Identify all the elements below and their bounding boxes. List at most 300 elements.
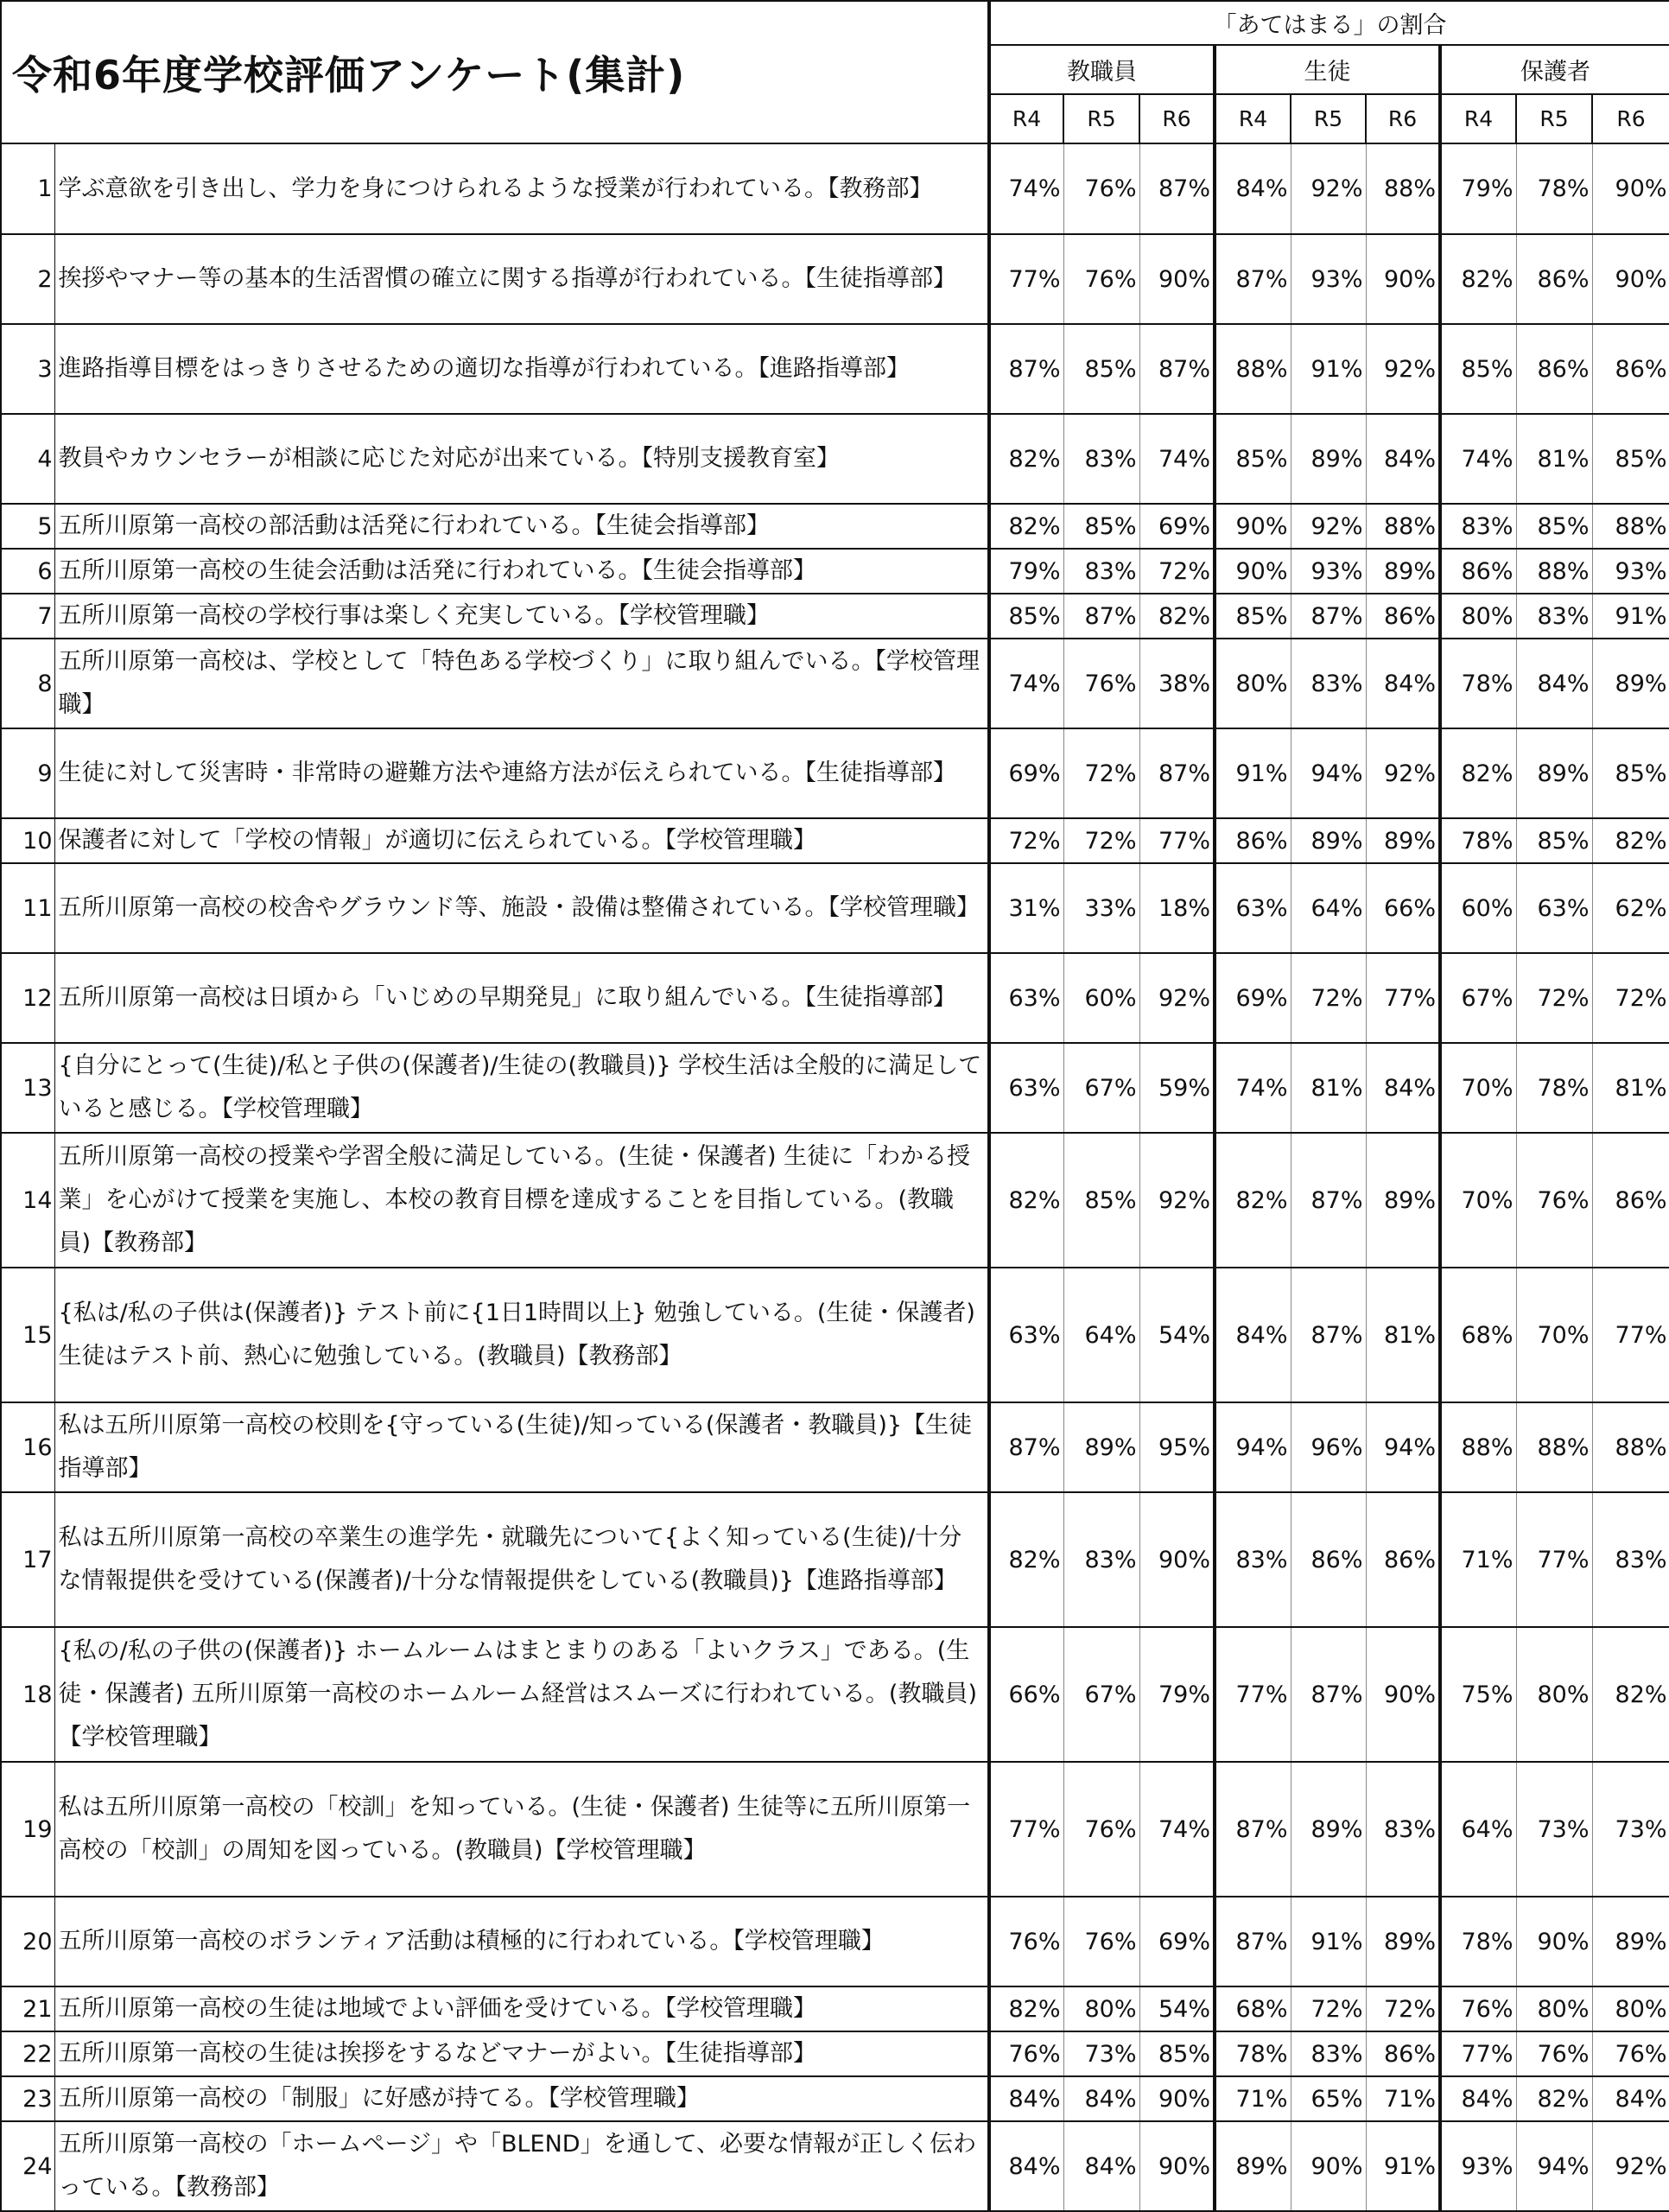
percent-cell: 77% [1215,1627,1291,1762]
percent-cell: 63% [989,1268,1063,1402]
year-header: R4 [1215,94,1291,143]
percent-cell: 91% [1291,324,1366,414]
percent-cell: 86% [1516,324,1592,414]
percent-cell: 89% [1366,1897,1440,1986]
percent-cell: 72% [1366,1986,1440,2031]
percent-cell: 84% [1063,2076,1139,2121]
question-text: 五所川原第一高校は、学校として「特色ある学校づくり」に取り組んでいる。【学校管理職】 [54,639,989,728]
question-number: 2 [1,234,54,324]
question-text: 五所川原第一高校は日頃から「いじめの早期発見」に取り組んでいる。【生徒指導部】 [54,953,989,1043]
percent-cell: 87% [1139,324,1215,414]
question-number: 6 [1,549,54,594]
percent-cell: 82% [989,504,1063,549]
question-text: 五所川原第一高校の授業や学習全般に満足している。(生徒・保護者) 生徒に「わかる授業」を心がけて授業を実施し、本校の教育目標を達成することを目指している。(教職員)【教務部】 [54,1133,989,1268]
percent-cell: 87% [1291,1268,1366,1402]
table-row [1,639,1669,728]
percent-cell: 77% [1139,818,1215,863]
percent-cell: 84% [1215,143,1291,234]
percent-cell: 87% [1215,234,1291,324]
survey-body [1,143,1669,2211]
percent-cell: 60% [1440,863,1516,953]
percent-cell: 91% [1366,2121,1440,2211]
percent-cell: 73% [1516,1762,1592,1897]
percent-cell: 72% [1291,953,1366,1043]
percent-cell: 67% [1063,1627,1139,1762]
percent-cell: 72% [989,818,1063,863]
table-row [1,953,1669,1043]
percent-cell: 87% [1291,594,1366,639]
percent-cell: 85% [1063,324,1139,414]
table-row [1,143,1669,234]
percent-cell: 84% [989,2121,1063,2211]
percent-cell: 89% [1516,728,1592,818]
question-number: 1 [1,143,54,234]
percent-cell: 89% [1063,1402,1139,1492]
percent-cell: 80% [1215,639,1291,728]
percent-cell: 88% [1366,504,1440,549]
percent-cell: 83% [1366,1762,1440,1897]
percent-cell: 63% [989,1043,1063,1133]
percent-cell: 63% [1215,863,1291,953]
percent-cell: 69% [1139,1897,1215,1986]
percent-cell: 90% [1139,2121,1215,2211]
question-number: 23 [1,2076,54,2121]
percent-cell: 83% [1063,414,1139,504]
percent-cell: 76% [1516,2031,1592,2076]
question-text: 五所川原第一高校の「ホームページ」や「BLEND」を通して、必要な情報が正しく伝わっている。【教務部】 [54,2121,989,2211]
percent-cell: 96% [1291,1402,1366,1492]
percent-cell: 92% [1291,504,1366,549]
percent-cell: 76% [1516,1133,1592,1268]
percent-cell: 84% [1366,1043,1440,1133]
percent-cell: 70% [1440,1133,1516,1268]
percent-cell: 72% [1139,549,1215,594]
percent-cell: 88% [1440,1402,1516,1492]
percent-cell: 86% [1366,1492,1440,1627]
percent-cell: 90% [1139,234,1215,324]
percent-cell: 62% [1592,863,1669,953]
percent-cell: 84% [1592,2076,1669,2121]
percent-cell: 94% [1215,1402,1291,1492]
percent-cell: 90% [1215,504,1291,549]
percent-cell: 69% [1215,953,1291,1043]
percent-cell: 69% [989,728,1063,818]
percent-cell: 38% [1139,639,1215,728]
percent-cell: 84% [989,2076,1063,2121]
percent-cell: 73% [1063,2031,1139,2076]
percent-cell: 74% [989,143,1063,234]
percent-cell: 66% [1366,863,1440,953]
percent-cell: 85% [1215,414,1291,504]
percent-cell: 87% [1063,594,1139,639]
percent-cell: 92% [1592,2121,1669,2211]
percent-cell: 84% [1063,2121,1139,2211]
percent-cell: 85% [1592,728,1669,818]
question-number: 20 [1,1897,54,1986]
question-number: 15 [1,1268,54,1402]
year-header: R4 [989,94,1063,143]
percent-cell: 82% [1516,2076,1592,2121]
percent-cell: 89% [1215,2121,1291,2211]
percent-cell: 78% [1440,818,1516,863]
percent-cell: 86% [1366,2031,1440,2076]
table-row [1,728,1669,818]
percent-cell: 90% [1139,1492,1215,1627]
percent-cell: 94% [1516,2121,1592,2211]
table-row [1,1492,1669,1627]
question-number: 22 [1,2031,54,2076]
table-row [1,818,1669,863]
table-row [1,1897,1669,1986]
percent-cell: 82% [1440,728,1516,818]
percent-cell: 85% [1516,504,1592,549]
percent-cell: 84% [1366,414,1440,504]
percent-cell: 87% [1215,1762,1291,1897]
question-text: 五所川原第一高校のボランティア活動は積極的に行われている。【学校管理職】 [54,1897,989,1986]
question-number: 18 [1,1627,54,1762]
percent-cell: 77% [989,1762,1063,1897]
percent-cell: 77% [989,234,1063,324]
question-number: 8 [1,639,54,728]
percent-cell: 88% [1592,504,1669,549]
percent-cell: 92% [1291,143,1366,234]
year-header: R6 [1592,94,1669,143]
percent-cell: 85% [1063,1133,1139,1268]
percent-cell: 91% [1592,594,1669,639]
percent-cell: 66% [989,1627,1063,1762]
percent-cell: 87% [989,1402,1063,1492]
percent-cell: 85% [1440,324,1516,414]
percent-cell: 87% [1291,1133,1366,1268]
percent-cell: 74% [1440,414,1516,504]
percent-cell: 31% [989,863,1063,953]
percent-cell: 88% [1366,143,1440,234]
question-number: 14 [1,1133,54,1268]
percent-cell: 76% [1063,143,1139,234]
question-number: 10 [1,818,54,863]
question-number: 24 [1,2121,54,2211]
percent-cell: 81% [1291,1043,1366,1133]
question-number: 5 [1,504,54,549]
percent-cell: 78% [1516,143,1592,234]
percent-cell: 86% [1291,1492,1366,1627]
percent-cell: 84% [1516,639,1592,728]
table-row [1,1627,1669,1762]
year-header: R6 [1366,94,1440,143]
percent-cell: 91% [1215,728,1291,818]
percent-cell: 76% [989,2031,1063,2076]
percent-cell: 84% [1366,639,1440,728]
percent-cell: 76% [1063,1762,1139,1897]
percent-cell: 87% [989,324,1063,414]
table-row [1,234,1669,324]
percent-cell: 89% [1366,549,1440,594]
percent-cell: 76% [1440,1986,1516,2031]
table-row [1,549,1669,594]
percent-cell: 85% [1215,594,1291,639]
question-text: {私は/私の子供は(保護者)} テスト前に{1日1時間以上} 勉強している。(生徒・保護者) 生徒はテスト前、熱心に勉強している。(教職員)【教務部】 [54,1268,989,1402]
percent-cell: 90% [1291,2121,1366,2211]
question-text: 保護者に対して「学校の情報」が適切に伝えられている。【学校管理職】 [54,818,989,863]
percent-cell: 89% [1291,818,1366,863]
question-text: 五所川原第一高校の部活動は活発に行われている。【生徒会指導部】 [54,504,989,549]
percent-cell: 60% [1063,953,1139,1043]
question-text: 私は五所川原第一高校の卒業生の進学先・就職先について{よく知っている(生徒)/十分な情報提供を受けている(保護者)/十分な情報提供をしている(教職員)}【進路指導部】 [54,1492,989,1627]
table-row [1,324,1669,414]
percent-cell: 71% [1366,2076,1440,2121]
percent-cell: 85% [989,594,1063,639]
percent-cell: 86% [1592,324,1669,414]
percent-cell: 81% [1516,414,1592,504]
percent-cell: 72% [1063,728,1139,818]
percent-cell: 82% [1592,1627,1669,1762]
percent-cell: 81% [1592,1043,1669,1133]
question-text: 進路指導目標をはっきりさせるための適切な指導が行われている。【進路指導部】 [54,324,989,414]
year-header: R5 [1063,94,1139,143]
question-text: 学ぶ意欲を引き出し、学力を身につけられるような授業が行われている。【教務部】 [54,143,989,234]
percent-cell: 87% [1139,728,1215,818]
percent-cell: 65% [1291,2076,1366,2121]
percent-cell: 77% [1516,1492,1592,1627]
percent-cell: 63% [989,953,1063,1043]
percent-cell: 90% [1592,143,1669,234]
percent-cell: 81% [1366,1268,1440,1402]
table-row [1,2031,1669,2076]
table-row [1,1402,1669,1492]
percent-cell: 89% [1366,1133,1440,1268]
percent-cell: 88% [1516,549,1592,594]
table-row [1,1133,1669,1268]
percent-cell: 94% [1291,728,1366,818]
percent-cell: 68% [1215,1986,1291,2031]
question-number: 16 [1,1402,54,1492]
percent-cell: 83% [1440,504,1516,549]
percent-cell: 79% [1440,143,1516,234]
percent-cell: 90% [1366,234,1440,324]
percent-cell: 83% [1592,1492,1669,1627]
question-text: 五所川原第一高校の校舎やグラウンド等、施設・設備は整備されている。【学校管理職】 [54,863,989,953]
question-number: 3 [1,324,54,414]
percent-cell: 91% [1291,1897,1366,1986]
percent-cell: 78% [1516,1043,1592,1133]
percent-cell: 95% [1139,1402,1215,1492]
percent-cell: 63% [1516,863,1592,953]
percent-cell: 76% [1063,639,1139,728]
page-title: 令和6年度学校評価アンケート(集計) [1,1,989,143]
percent-cell: 92% [1366,728,1440,818]
percent-cell: 76% [1592,2031,1669,2076]
percent-cell: 92% [1139,1133,1215,1268]
percent-cell: 83% [1516,594,1592,639]
table-row [1,1762,1669,1897]
percent-cell: 83% [1291,639,1366,728]
percent-cell: 86% [1440,549,1516,594]
percent-cell: 72% [1592,953,1669,1043]
table-row [1,863,1669,953]
percent-cell: 77% [1440,2031,1516,2076]
percent-cell: 83% [1291,2031,1366,2076]
percent-cell: 74% [1139,1762,1215,1897]
percent-cell: 90% [1516,1897,1592,1986]
question-text: 私は五所川原第一高校の校則を{守っている(生徒)/知っている(保護者・教職員)}【生徒指導部】 [54,1402,989,1492]
question-text: {私の/私の子供の(保護者)} ホームルームはまとまりのある「よいクラス」である。(生徒・保護者) 五所川原第一高校のホームルーム経営はスムーズに行われている。(教職員)【学校管理職】 [54,1627,989,1762]
percent-cell: 88% [1592,1402,1669,1492]
percent-cell: 86% [1366,594,1440,639]
percent-cell: 74% [989,639,1063,728]
table-row [1,1986,1669,2031]
percent-cell: 87% [1291,1627,1366,1762]
question-text: 五所川原第一高校の生徒は挨拶をするなどマナーがよい。【生徒指導部】 [54,2031,989,2076]
percent-cell: 67% [1063,1043,1139,1133]
percent-cell: 80% [1516,1986,1592,2031]
percent-cell: 89% [1592,639,1669,728]
percent-cell: 77% [1366,953,1440,1043]
question-text: 私は五所川原第一高校の「校訓」を知っている。(生徒・保護者) 生徒等に五所川原第一高校の「校訓」の周知を図っている。(教職員)【学校管理職】 [54,1762,989,1897]
percent-cell: 90% [1366,1627,1440,1762]
question-number: 21 [1,1986,54,2031]
table-row [1,1268,1669,1402]
question-text: {自分にとって(生徒)/私と子供の(保護者)/生徒の(教職員)} 学校生活は全般的に満足していると感じる。【学校管理職】 [54,1043,989,1133]
question-number: 4 [1,414,54,504]
percent-cell: 72% [1291,1986,1366,2031]
question-text: 五所川原第一高校の学校行事は楽しく充実している。【学校管理職】 [54,594,989,639]
percent-cell: 93% [1440,2121,1516,2211]
percent-cell: 78% [1440,1897,1516,1986]
ratio-header: 「あてはまる」の割合 [989,1,1669,45]
table-row [1,2076,1669,2121]
percent-cell: 79% [1139,1627,1215,1762]
percent-cell: 90% [1139,2076,1215,2121]
percent-cell: 54% [1139,1986,1215,2031]
percent-cell: 82% [989,414,1063,504]
percent-cell: 93% [1291,234,1366,324]
percent-cell: 89% [1291,414,1366,504]
percent-cell: 87% [1139,143,1215,234]
question-text: 挨拶やマナー等の基本的生活習慣の確立に関する指導が行われている。【生徒指導部】 [54,234,989,324]
table-row [1,504,1669,549]
percent-cell: 69% [1139,504,1215,549]
percent-cell: 64% [1063,1268,1139,1402]
percent-cell: 82% [989,1133,1063,1268]
percent-cell: 72% [1063,818,1139,863]
percent-cell: 82% [1139,594,1215,639]
percent-cell: 83% [1063,1492,1139,1627]
table-row [1,2121,1669,2211]
percent-cell: 78% [1215,2031,1291,2076]
percent-cell: 75% [1440,1627,1516,1762]
percent-cell: 74% [1139,414,1215,504]
question-text: 五所川原第一高校の生徒会活動は活発に行われている。【生徒会指導部】 [54,549,989,594]
percent-cell: 84% [1215,1268,1291,1402]
percent-cell: 90% [1215,549,1291,594]
question-text: 五所川原第一高校の「制服」に好感が持てる。【学校管理職】 [54,2076,989,2121]
percent-cell: 82% [989,1986,1063,2031]
percent-cell: 83% [1063,549,1139,594]
question-number: 9 [1,728,54,818]
percent-cell: 88% [1516,1402,1592,1492]
percent-cell: 89% [1291,1762,1366,1897]
percent-cell: 93% [1291,549,1366,594]
percent-cell: 86% [1592,1133,1669,1268]
question-number: 11 [1,863,54,953]
percent-cell: 18% [1139,863,1215,953]
table-row [1,1043,1669,1133]
year-header: R5 [1291,94,1366,143]
percent-cell: 94% [1366,1402,1440,1492]
percent-cell: 64% [1291,863,1366,953]
percent-cell: 74% [1215,1043,1291,1133]
question-text: 生徒に対して災害時・非常時の避難方法や連絡方法が伝えられている。【生徒指導部】 [54,728,989,818]
percent-cell: 64% [1440,1762,1516,1897]
percent-cell: 80% [1516,1627,1592,1762]
percent-cell: 76% [989,1897,1063,1986]
percent-cell: 83% [1215,1492,1291,1627]
percent-cell: 92% [1139,953,1215,1043]
percent-cell: 82% [1440,234,1516,324]
percent-cell: 85% [1139,2031,1215,2076]
percent-cell: 77% [1592,1268,1669,1402]
percent-cell: 71% [1215,2076,1291,2121]
question-text: 五所川原第一高校の生徒は地域でよい評価を受けている。【学校管理職】 [54,1986,989,2031]
group-header-parents: 保護者 [1440,45,1669,94]
percent-cell: 80% [1592,1986,1669,2031]
percent-cell: 68% [1440,1268,1516,1402]
percent-cell: 70% [1516,1268,1592,1402]
percent-cell: 86% [1516,234,1592,324]
group-header-staff: 教職員 [989,45,1215,94]
year-header: R4 [1440,94,1516,143]
percent-cell: 70% [1440,1043,1516,1133]
percent-cell: 87% [1215,1897,1291,1986]
percent-cell: 67% [1440,953,1516,1043]
percent-cell: 59% [1139,1043,1215,1133]
percent-cell: 76% [1063,234,1139,324]
percent-cell: 80% [1063,1986,1139,2031]
question-text: 教員やカウンセラーが相談に応じた対応が出来ている。【特別支援教育室】 [54,414,989,504]
percent-cell: 85% [1516,818,1592,863]
percent-cell: 89% [1592,1897,1669,1986]
question-number: 13 [1,1043,54,1133]
percent-cell: 54% [1139,1268,1215,1402]
year-header: R5 [1516,94,1592,143]
percent-cell: 78% [1440,639,1516,728]
question-number: 17 [1,1492,54,1627]
group-header-students: 生徒 [1215,45,1440,94]
percent-cell: 85% [1592,414,1669,504]
percent-cell: 33% [1063,863,1139,953]
table-row [1,594,1669,639]
percent-cell: 82% [1592,818,1669,863]
percent-cell: 71% [1440,1492,1516,1627]
percent-cell: 82% [1215,1133,1291,1268]
percent-cell: 80% [1440,594,1516,639]
percent-cell: 92% [1366,324,1440,414]
percent-cell: 73% [1592,1762,1669,1897]
table-row [1,414,1669,504]
percent-cell: 85% [1063,504,1139,549]
year-header: R6 [1139,94,1215,143]
percent-cell: 79% [989,549,1063,594]
percent-cell: 88% [1215,324,1291,414]
percent-cell: 86% [1215,818,1291,863]
question-number: 19 [1,1762,54,1897]
percent-cell: 89% [1366,818,1440,863]
question-number: 7 [1,594,54,639]
percent-cell: 82% [989,1492,1063,1627]
percent-cell: 76% [1063,1897,1139,1986]
percent-cell: 93% [1592,549,1669,594]
percent-cell: 84% [1440,2076,1516,2121]
